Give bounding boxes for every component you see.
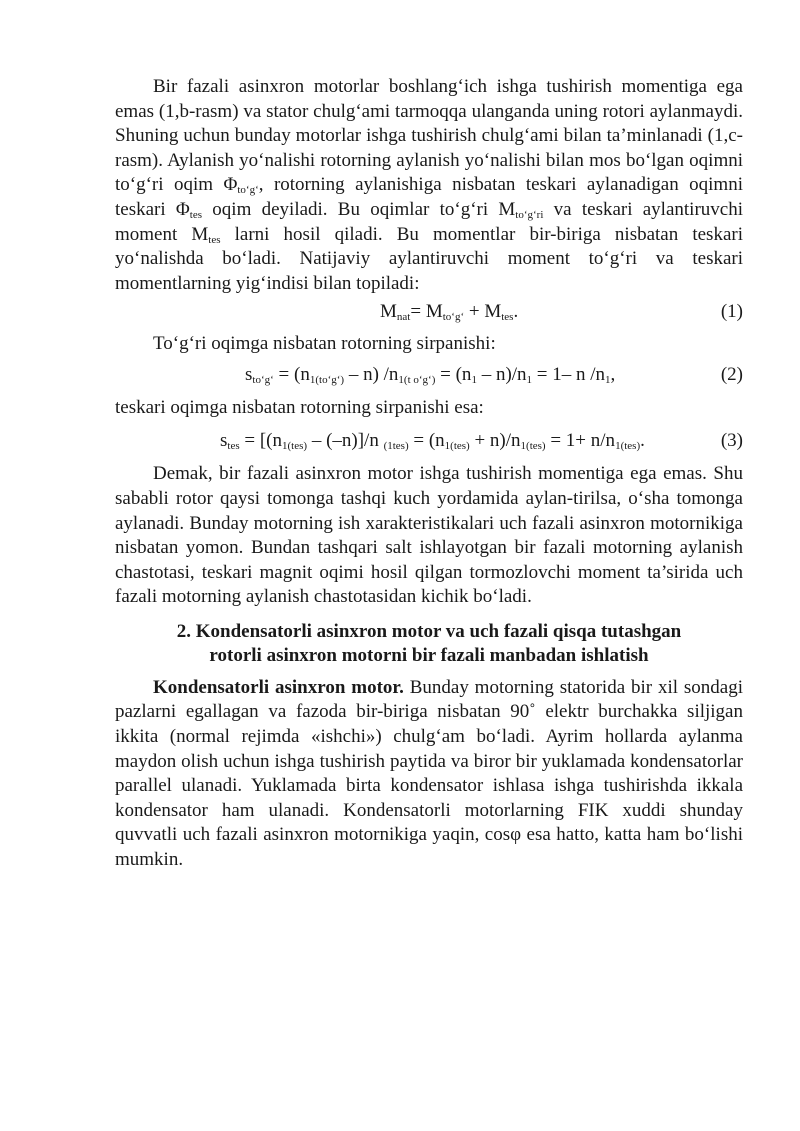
equation-2-expression: $s_{to‘g‘} = (n_{1(to‘g‘)} - n) /n_{1(t o‘g‘)} = (n_1 - n)/n_1 = 1-$ n $/n_1$,: [245, 363, 616, 386]
equation-1-expression: $M_{nat}= M_{to‘g‘} + M_{tes}$.: [380, 301, 519, 324]
text-run: va teskari aylantiruvchi moment M: [115, 198, 743, 245]
section-heading-line-2: rotorli asinxron motorni bir fazali manbadan ishlatish: [209, 644, 649, 666]
equation-3-number: (3): [720, 429, 743, 451]
paragraph-reverse-slip: teskari oqimga nisbatan rotorning sirpanishi esa:: [115, 397, 484, 419]
paragraph-forward-slip: To‘g‘ri oqimga nisbatan rotorning sirpanishi:: [153, 332, 496, 354]
equation-2: [115, 363, 743, 388]
subscript: tes: [189, 208, 203, 221]
equation-2-number: (2): [720, 363, 743, 385]
text-run: Bir fazali asinxron motorlar boshlang‘ich ishga tushirish momentiga ega emas (1,b-rasm) va stator chulg‘ami tarmoqqa ulanganda uning rotori aylanmaydi. Shuning uchun bunday motorlar ishga tushirish chulg‘ami bilan ta’minlanadi (1,c-rasm). Aylanish yo‘nalishi rotorning aylanish yo‘nalishi bilan mos bo‘lgan oqimni to‘g‘ri oqim Φ: [115, 76, 743, 196]
paragraph-body: Bunday motorning statorida bir xil sondagi pazlarni egallagan va fazoda bir-biriga nisbatan 90˚ elektr burchakka siljigan ikkita (normal rejimda «ishchi») chulg‘am bo‘ladi. Ayrim hollarda aylanma maydon olish uchun ishga tushirish paytida va biror bir yuklamada kondensatorlar parallel ulanadi. Yuklamada birta kondensator ishlasa ishga tushirishda ikkala kondensator ham ulanadi. Kondensatorli motorlarning FIK xuddi shunday quvvatli uch fazali asinxron motornikiga yaqin, cosφ esa hatto, katta ham bo‘lishi mumkin.: [115, 676, 743, 871]
paragraph-intro: [115, 75, 743, 296]
equation-1-number: (1): [720, 301, 743, 323]
subscript: tes: [208, 233, 221, 246]
equation-3-expression: $s_{tes} = [(n_{1(tes)} - (-n)]/n$ $_{(1tes)} = (n_{1(tes)} + n)/n_{1(tes)} = 1+ n/n_{1(tes)}$.: [220, 429, 645, 452]
text-run: oqim deyiladi. Bu oqimlar to‘g‘ri M: [202, 198, 516, 220]
equation-3: [115, 429, 743, 454]
text-run: , rotorning aylanishiga nisbatan teskari aylanadigan oqimni teskari Φ: [115, 174, 743, 220]
section-heading: [115, 620, 743, 668]
paragraph-lead-in: Kondensatorli asinxron motor.: [153, 676, 404, 698]
paragraph-conclusion: Demak, bir fazali asinxron motor ishga tushirish momentiga ega emas. Shu sababli rotor qaysi tomonga tashqi kuch yordamida aylan-tirilsa, o‘sha tomonga aylanadi. Bunday motorning ish xarakteristikalari uch fazali asinxron motornikiga nisbatan yomon. Bundan tashqari salt ishlayotgan bir fazali motorning aylanish chastotasi, teskari magnit oqimi hosil qilgan tormozlovchi moment ta’sirida uch fazali motorning aylanish chastotasidan kichik bo‘ladi.: [115, 463, 743, 608]
subscript: to‘g‘: [237, 184, 259, 197]
document-page: [115, 75, 743, 873]
paragraph-capacitor-motor: [115, 676, 743, 873]
subscript: to‘g‘ri: [515, 208, 544, 221]
text-run: larni hosil qiladi. Bu momentlar bir-biriga nisbatan teskari yo‘nalishda bo‘ladi. Natijaviy aylantiruvchi moment to‘g‘ri va teskari momentlarning yig‘indisi bilan topiladi:: [115, 223, 743, 294]
section-heading-line-1: 2. Kondensatorli asinxron motor va uch fazali qisqa tutashgan: [176, 620, 682, 642]
equation-1: [115, 300, 743, 325]
